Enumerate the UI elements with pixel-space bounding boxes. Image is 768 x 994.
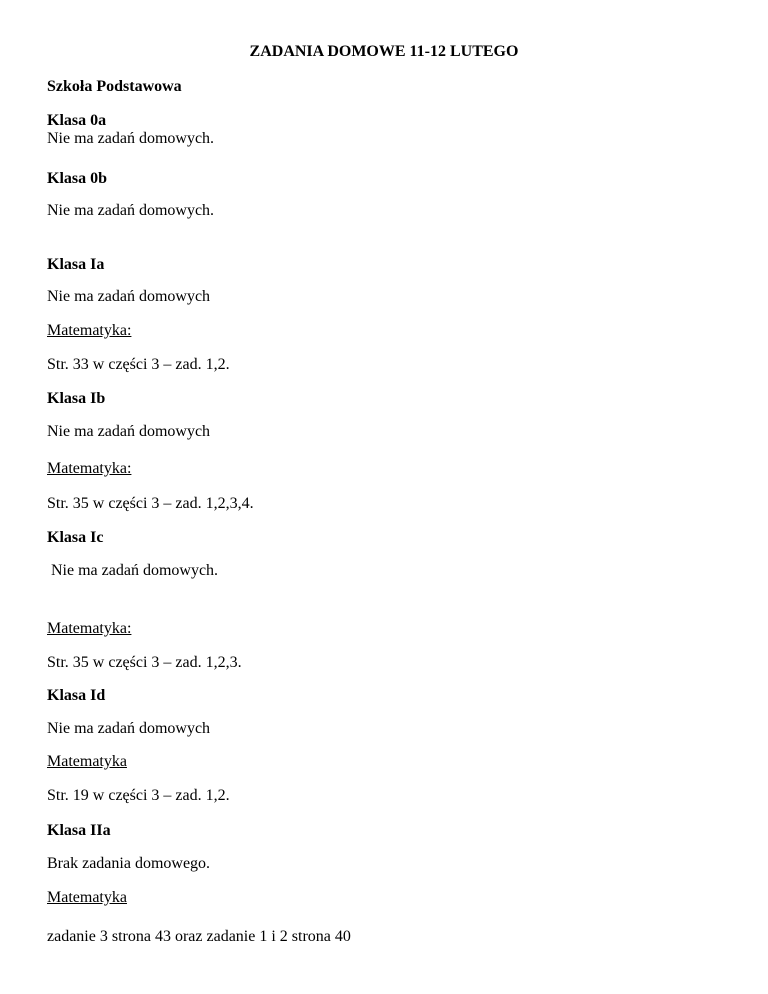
class-heading-ib: Klasa Ib (47, 390, 106, 407)
class-heading-id: Klasa Id (47, 687, 106, 704)
homework-text: Nie ma zadań domowych (47, 288, 211, 305)
homework-text: zadanie 3 strona 43 oraz zadanie 1 i 2 strona 40 (47, 928, 351, 945)
homework-text: Nie ma zadań domowych (47, 423, 211, 440)
homework-text: Str. 19 w części 3 – zad. 1,2. (47, 787, 230, 804)
homework-text: Nie ma zadań domowych. (47, 130, 215, 147)
subject-label: Matematyka (47, 753, 127, 770)
subject-label: Matematyka: (47, 620, 132, 637)
school-heading: Szkoła Podstawowa (47, 78, 182, 95)
homework-text: Str. 35 w części 3 – zad. 1,2,3. (47, 654, 242, 671)
homework-text: Nie ma zadań domowych (47, 720, 211, 737)
class-heading-ic: Klasa Ic (47, 529, 104, 546)
class-heading-ia: Klasa Ia (47, 256, 105, 273)
homework-text: Brak zadania domowego. (47, 855, 211, 872)
subject-label: Matematyka: (47, 460, 132, 477)
class-heading-0a: Klasa 0a (47, 112, 107, 129)
class-heading-iia: Klasa IIa (47, 822, 111, 839)
homework-text: Str. 35 w części 3 – zad. 1,2,3,4. (47, 495, 254, 512)
homework-text: Str. 33 w części 3 – zad. 1,2. (47, 356, 230, 373)
subject-label: Matematyka: (47, 322, 132, 339)
homework-text: Nie ma zadań domowych. (47, 202, 215, 219)
class-heading-0b: Klasa 0b (47, 170, 108, 187)
subject-label: Matematyka (47, 889, 127, 906)
document-title: ZADANIA DOMOWE 11-12 LUTEGO (249, 43, 519, 60)
homework-text: Nie ma zadań domowych. (47, 562, 219, 579)
